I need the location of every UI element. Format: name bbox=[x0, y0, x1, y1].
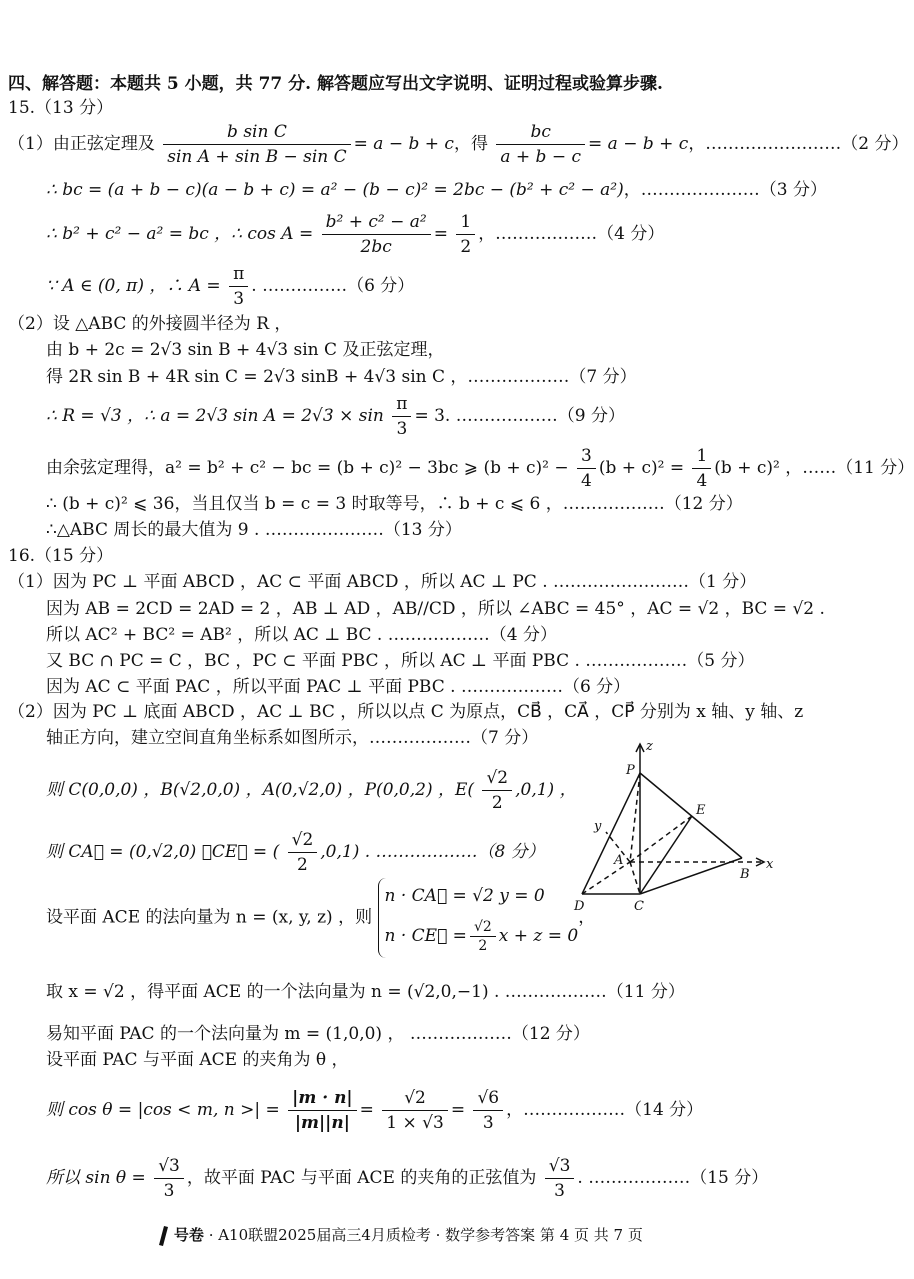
q15-p1-l4-frac bbox=[229, 262, 248, 311]
q15-p2-line2: 由 b + 2c = 2√3 sin B + 4√3 sin C 及正弦定理， bbox=[46, 340, 445, 360]
q15-p1-l2-score: ，…………………（3 分） bbox=[623, 180, 827, 200]
q15-p1-l1-eq2: = a − b + c bbox=[588, 134, 689, 154]
q15-p2-line5 bbox=[46, 444, 914, 493]
label-P: P bbox=[626, 763, 635, 778]
q16-p2-l10-frac2 bbox=[545, 1154, 575, 1203]
q15-header: 15.（13 分） bbox=[8, 98, 114, 118]
q16-p2-l9-frac3 bbox=[473, 1086, 503, 1135]
brand-logo-icon bbox=[157, 1225, 169, 1247]
edge-AC bbox=[630, 862, 640, 894]
frac-num: √2 bbox=[288, 828, 318, 853]
frac-num: bc bbox=[496, 120, 585, 145]
q15-p1-l1-pre: 由正弦定理及 bbox=[52, 134, 155, 154]
frac-den: 3 bbox=[554, 1181, 565, 1201]
q15-p2-l4-frac bbox=[392, 392, 411, 441]
q16-p2-l10-post: . ………………（15 分） bbox=[577, 1168, 769, 1188]
q16-p2-l4-post: ,0,1) . ………………（8 分） bbox=[320, 842, 545, 862]
label-B: B bbox=[740, 867, 750, 882]
frac-num: √3 bbox=[154, 1154, 184, 1179]
q16-p1-line4: 又 BC ∩ PC = C ，BC ，PC ⊂ 平面 PBC ，所以 AC ⊥ 平面 PBC . ………………（5 分） bbox=[46, 651, 755, 671]
pyramid-figure bbox=[570, 738, 780, 918]
q16-p2-l10-pre: 所以 sin θ = bbox=[46, 1168, 146, 1188]
q16-p2-line9 bbox=[46, 1086, 703, 1135]
q16-p2-l10-frac bbox=[154, 1154, 184, 1203]
edge-CE bbox=[640, 816, 692, 894]
frac-num: √2 bbox=[482, 766, 512, 791]
label-E: E bbox=[696, 803, 706, 818]
footer-logo-text: 号卷 bbox=[173, 1226, 204, 1244]
frac-den: 2 bbox=[478, 938, 488, 954]
q15-p2-line1 bbox=[8, 312, 291, 336]
q16-p2-l3-pre: 则 C(0,0,0) ，B(√2,0,0) ，A(0,√2,0) ，P(0,0,2) ，E( bbox=[46, 780, 475, 800]
frac-num: |m · n| bbox=[288, 1086, 356, 1111]
q16-p1-line5: 因为 AC ⊂ 平面 PAC ，所以平面 PAC ⊥ 平面 PBC . ………………（6 分） bbox=[46, 677, 631, 697]
q15-p2-l4-pre: ∴ R = √3 ，∴ a = 2√3 sin A = 2√3 × sin bbox=[46, 406, 384, 426]
q15-p1-l1-score: ，……………………（2 分） bbox=[688, 134, 909, 154]
frac-num: √6 bbox=[473, 1086, 503, 1111]
label-A: A bbox=[614, 853, 624, 868]
q15-p1-line2 bbox=[46, 178, 827, 202]
q15-p1-l4-score: . ……………（6 分） bbox=[251, 276, 415, 296]
q16-p2-line8: 设平面 PAC 与平面 ACE 的夹角为 θ ， bbox=[46, 1050, 349, 1070]
frac-den: a + b − c bbox=[500, 147, 582, 167]
frac-den: 3 bbox=[396, 419, 408, 439]
system-eq-1: n · CA⃗ = √2 y = 0 bbox=[384, 886, 545, 906]
q15-p1-line4 bbox=[46, 262, 414, 311]
q15-p1-l1-eq1: = a − b + c bbox=[353, 134, 454, 154]
frac-den: 2bc bbox=[360, 237, 392, 257]
frac-num: π bbox=[229, 262, 248, 287]
frac-num: 3 bbox=[577, 444, 596, 469]
q16-p2-l5-pre: 设平面 ACE 的法向量为 n = (x, y, z) ，则 bbox=[46, 907, 373, 928]
frac-den: 4 bbox=[581, 471, 592, 491]
q16-p2-l4-pre: 则 CA⃗ = (0,√2,0) ，CE⃗ = ( bbox=[46, 842, 280, 862]
q16-p2-line1: （2）因为 PC ⊥ 底面 ABCD ，AC ⊥ BC ，所以以点 C 为原点，CB⃗ ，CA⃗ ，CP⃗ 分别为 x 轴、y 轴、z bbox=[8, 702, 804, 722]
frac-den: 4 bbox=[696, 471, 708, 491]
q15-p1-l1-mid: ，得 bbox=[453, 134, 488, 154]
q15-p1-l3-frac2 bbox=[456, 210, 475, 259]
frac-den: 2 bbox=[460, 237, 472, 257]
q15-p1-label: （1） bbox=[8, 134, 53, 154]
q16-p2-l9-pre: 则 cos θ = |cos < m, n >| = bbox=[46, 1100, 280, 1120]
q16-p2-line10 bbox=[46, 1154, 768, 1203]
frac-den: sin A + sin B − sin C bbox=[167, 147, 347, 167]
q15-p2-l4-post: = 3. ………………（9 分） bbox=[414, 406, 625, 426]
q15-p1-l3-eq: = bbox=[433, 224, 448, 244]
q16-p2-line5 bbox=[46, 878, 595, 958]
system-eq-2-post: x + z = 0 bbox=[498, 926, 579, 946]
label-C: C bbox=[634, 899, 644, 914]
q16-p1-line1: （1）因为 PC ⊥ 平面 ABCD ，AC ⊂ 平面 ABCD ，所以 AC ⊥ PC . ……………………（1 分） bbox=[8, 572, 757, 592]
q16-p2-l9-eq2: = bbox=[450, 1100, 466, 1120]
q15-p1-l3-frac bbox=[322, 210, 431, 259]
q15-p2-l5-mid: (b + c)² = bbox=[598, 458, 685, 478]
q16-p2-l3-post: ,0,1) ， bbox=[515, 780, 577, 800]
q16-p2-line4 bbox=[46, 828, 545, 877]
frac-num: √2 bbox=[382, 1086, 448, 1111]
q16-p2-line2: 轴正方向，建立空间直角坐标系如图所示，………………（7 分） bbox=[46, 728, 539, 748]
frac-den: 1 × √3 bbox=[386, 1113, 444, 1133]
system-row-1 bbox=[385, 878, 579, 918]
q15-p1-l4-pre: ∵ A ∈ (0, π) ，∴ A = bbox=[46, 276, 221, 296]
q16-normal-system bbox=[378, 878, 579, 958]
frac-num: π bbox=[392, 392, 411, 417]
label-x: x bbox=[766, 857, 774, 872]
q15-p1-l3-pre: ∴ b² + c² − a² = bc ，∴ cos A = bbox=[46, 224, 314, 244]
q16-p2-l4-frac bbox=[288, 828, 318, 877]
page-footer bbox=[0, 1224, 800, 1247]
q16-p2-l5-post: ， bbox=[578, 907, 596, 928]
q16-p2-line3 bbox=[46, 766, 577, 815]
q15-p2-l5-pre: 由余弦定理得，a² = b² + c² − bc = (b + c)² − 3bc ⩾ (b + c)² − bbox=[46, 458, 569, 478]
frac-den: 2 bbox=[297, 855, 308, 875]
frac-den: 3 bbox=[233, 289, 245, 309]
q16-p2-l9-frac1 bbox=[288, 1086, 356, 1135]
q15-p2-l5-frac2 bbox=[692, 444, 711, 493]
q15-p2-label: （2） bbox=[8, 314, 53, 334]
frac-den: |m||n| bbox=[294, 1113, 350, 1133]
q16-p1-line2: 因为 AB = 2CD = 2AD = 2 ，AB ⊥ AD ，AB//CD ，所以 ∠ABC = 45° ，AC = √2 ，BC = √2 . bbox=[46, 599, 825, 619]
system-row-2 bbox=[385, 918, 579, 958]
frac-num: 1 bbox=[692, 444, 711, 469]
frac-den: 3 bbox=[482, 1113, 494, 1133]
q15-p2-l5-post: (b + c)² ，……（11 分） bbox=[714, 458, 914, 478]
q16-p2-l9-eq1: = bbox=[359, 1100, 374, 1120]
q15-p2-line4 bbox=[46, 392, 625, 441]
frac-num: √3 bbox=[545, 1154, 575, 1179]
label-z: z bbox=[646, 739, 653, 754]
edge-PD bbox=[582, 773, 640, 894]
frac-den: 3 bbox=[163, 1181, 175, 1201]
q15-p2-line6: ∴ (b + c)² ⩽ 36，当且仅当 b = c = 3 时取等号，∴ b + c ⩽ 6 ，………………（12 分） bbox=[46, 494, 743, 514]
label-D: D bbox=[574, 899, 585, 914]
q15-p2-line3: 得 2R sin B + 4R sin C = 2√3 sinB + 4√3 sin C ，………………（7 分） bbox=[46, 367, 637, 387]
frac-num: b sin C bbox=[163, 120, 350, 145]
q16-header: 16.（15 分） bbox=[8, 546, 114, 566]
frac-num: √2 bbox=[470, 918, 496, 937]
q15-p1-l1-frac1 bbox=[163, 120, 350, 169]
q15-p2-line7: ∴△ABC 周长的最大值为 9 . …………………（13 分） bbox=[46, 520, 462, 540]
system-eq-2-pre: n · CE⃗ = bbox=[384, 926, 467, 946]
section-heading: 四、解答题：本题共 5 小题，共 77 分. 解答题应写出文字说明、证明过程或验算步骤. bbox=[8, 74, 663, 94]
q16-p2-line6: 取 x = √2 ，得平面 ACE 的一个法向量为 n = (√2,0,−1) . ………………（11 分） bbox=[46, 982, 685, 1002]
frac-num: 1 bbox=[456, 210, 475, 235]
q16-p2-l9-frac2 bbox=[382, 1086, 448, 1135]
q15-p2-l1: 设 △ABC 的外接圆半径为 R ， bbox=[52, 314, 292, 334]
q15-p1-l3-score: ，………………（4 分） bbox=[478, 224, 665, 244]
edge-CB bbox=[640, 858, 742, 894]
q15-p2-l5-frac bbox=[577, 444, 596, 493]
frac-num: b² + c² − a² bbox=[322, 210, 431, 235]
q15-p1-line1 bbox=[8, 120, 909, 169]
q16-p2-line7: 易知平面 PAC 的一个法向量为 m = (1,0,0) ， ………………（12 分） bbox=[46, 1024, 590, 1044]
q15-p1-l2-math: ∴ bc = (a + b − c)(a − b + c) = a² − (b − c)² = 2bc − (b² + c² − a²) bbox=[46, 180, 624, 200]
q16-p2-l9-post: ，………………（14 分） bbox=[506, 1100, 704, 1120]
q16-p2-l10-mid: ，故平面 PAC 与平面 ACE 的夹角的正弦值为 bbox=[186, 1168, 537, 1188]
frac-den: 2 bbox=[491, 793, 503, 813]
label-y: y bbox=[594, 819, 602, 834]
system-eq-2-frac bbox=[470, 918, 496, 955]
q15-p1-l1-frac2 bbox=[496, 120, 585, 169]
edge-PB bbox=[640, 773, 742, 858]
q16-p1-line3: 所以 AC² + BC² = AB² ，所以 AC ⊥ BC . ………………（4 分） bbox=[46, 625, 557, 645]
edge-PA bbox=[630, 773, 640, 862]
q15-p1-line3 bbox=[46, 210, 664, 259]
q16-p2-l3-frac bbox=[482, 766, 512, 815]
footer-text: · A10联盟2025届高三4月质检考 · 数学参考答案 第 4 页 共 7 页 bbox=[208, 1226, 643, 1244]
